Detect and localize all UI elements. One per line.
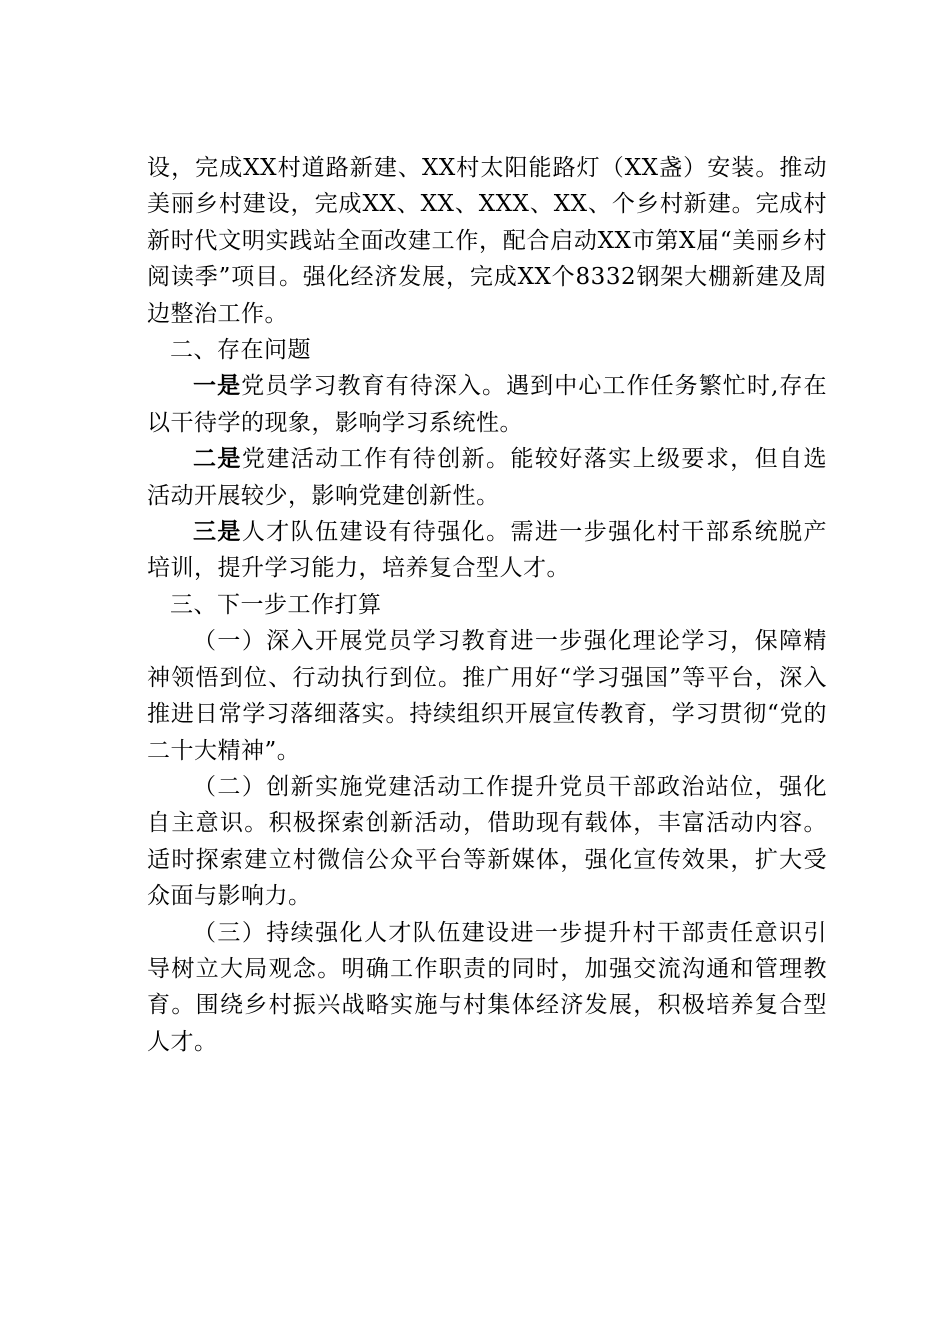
intro-paragraph: 设，完成XX村道路新建、XX村太阳能路灯（XX盏）安装。推动美丽乡村建设，完成XX、XX、XXX、XX、个乡村新建。完成村新时代文明实践站全面改建工作，配合启动XX市第X届“美丽乡村阅读季”项目。强化经济发展，完成XX个8332钢架大棚新建及周边整治工作。 xyxy=(147,155,827,327)
plan-item-3 xyxy=(147,915,827,1061)
plan-item-2 xyxy=(147,769,827,915)
problem-item-3 xyxy=(147,514,827,587)
problem-item-lead: 三是 xyxy=(193,519,242,546)
problem-item-1 xyxy=(147,368,827,441)
problem-item-lead: 一是 xyxy=(193,373,242,400)
problem-item-text: 人才队伍建设有待强化。需进一步强化村干部系统脱产培训，提升学习能力，培养复合型人才。 xyxy=(147,519,828,582)
problem-item-text: 党员学习教育有待深入。遇到中心工作任务繁忙时,存在以干待学的现象，影响学习系统性。 xyxy=(147,373,828,436)
problem-item-2 xyxy=(147,441,827,514)
document-body xyxy=(147,150,827,1060)
plan-item-lead: （一）深入开展党员学习教育 xyxy=(193,628,511,655)
plan-item-lead: （三）持续强化人才队伍建设 xyxy=(193,919,511,946)
plan-item-1 xyxy=(147,623,827,769)
section-heading-problems: 二、存在问题 xyxy=(170,337,311,364)
section-heading-next-steps: 三、下一步工作打算 xyxy=(170,591,382,618)
problem-item-text: 党建活动工作有待创新。能较好落实上级要求，但自选活动开展较少，影响党建创新性。 xyxy=(147,446,828,509)
plan-item-text: 进一步强化理论学习，保障精神领悟到位、行动执行到位。推广用好“学习强国”等平台，深入推进日常学习落细落实。持续组织开展宣传教育，学习贯彻“党的二十大精神”。 xyxy=(147,628,828,764)
plan-item-lead: （二）创新实施党建活动工作 xyxy=(193,773,511,800)
plan-item-text: 进一步提升村干部责任意识引导树立大局观念。明确工作职责的同时，加强交流沟通和管理教育。围绕乡村振兴战略实施与村集体经济发展，积极培养复合型人才。 xyxy=(147,919,828,1055)
problem-item-lead: 二是 xyxy=(193,446,242,473)
plan-item-text: 提升党员干部政治站位，强化自主意识。积极探索创新活动，借助现有载体，丰富活动内容。适时探索建立村微信公众平台等新媒体，强化宣传效果，扩大受众面与影响力。 xyxy=(147,773,828,910)
